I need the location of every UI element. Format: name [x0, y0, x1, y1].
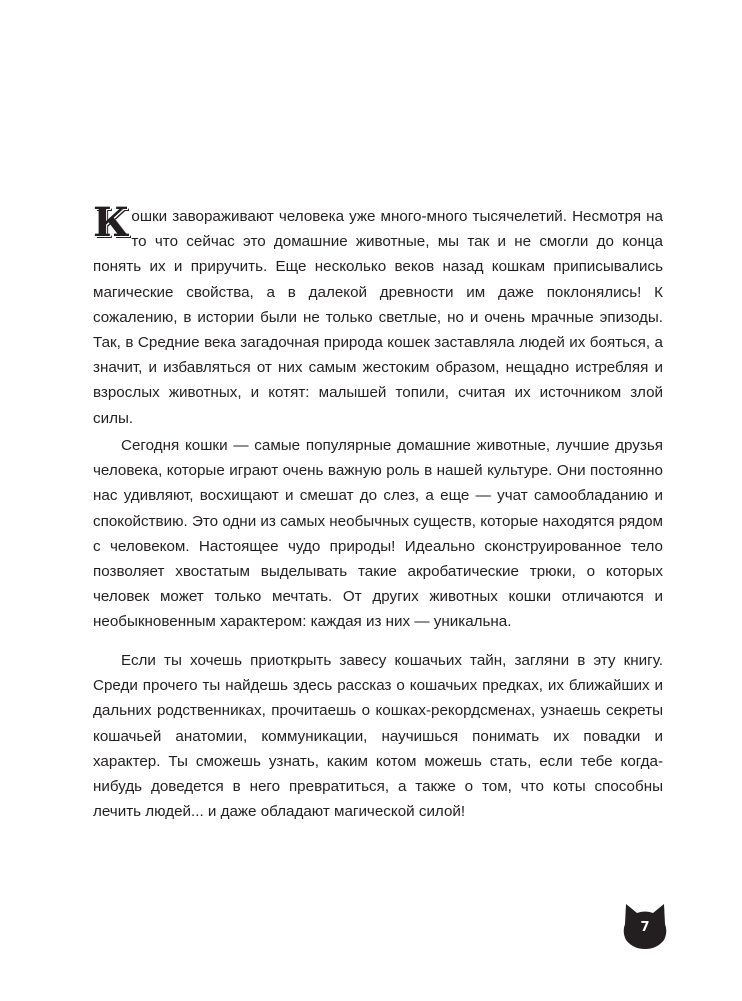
paragraph-1-text — [93, 199, 663, 431]
paragraph-3 — [93, 648, 663, 824]
page-number: 7 — [640, 920, 650, 935]
paragraph-3-text: Если ты хочешь приоткрыть завесу кошачьих тайн, загляни в эту книгу. Среди прочего ты найдешь здесь рассказ о кошачьих предках, их ближайших и дальних родственниках, прочитаешь о кошках-рекордсменах, узнаешь секреты кошачьей анатомии, коммуникации, научишься понимать их повадки и характер. Ты сможешь узнать, каким котом можешь стать, если тебе когда-нибудь доведется в него превратиться, а также о том, что коты способны лечить людей... и даже обладают магической силой! — [93, 652, 663, 821]
paragraph-2 — [93, 433, 663, 635]
paragraph-1-body: ошки завораживают человека уже много-много тысячелетий. Несмотря на то что сейчас это домашние животные, мы так и не смогли до конца понять их и приручить. Еще несколько веков назад кошкам приписывались магические свойства, а в далекой древности им даже поклонялись! К сожалению, в истории были не только светлые, но и очень мрачные эпизоды. Так, в Средние века загадочная природа кошек заставляла людей их бояться, а значит, и избавляться от них самым жестоким образом, нещадно истребляя и взрослых животных, и котят: малышей топили, считая их источником злой силы. — [93, 208, 663, 427]
paragraph-2-text: Сегодня кошки — самые популярные домашние животные, лучшие друзья человека, которые играют очень важную роль в нашей культуре. Они постоянно нас удивляют, восхищают и смешат до слез, а еще — учат самообладанию и спокойствию. Это одни из самых необычных существ, которые находятся рядом с человеком. Настоящее чудо природы! Идеально сконструированное тело позволяет хвостатым выделывать такие акробатические трюки, о которых человек может только мечтать. От других животных кошки отличаются и необыкновенным характером: каждая из них — уникальна. — [93, 437, 663, 631]
page-number-badge — [622, 902, 668, 950]
paragraph-1 — [93, 199, 663, 431]
drop-cap: К — [93, 199, 130, 246]
